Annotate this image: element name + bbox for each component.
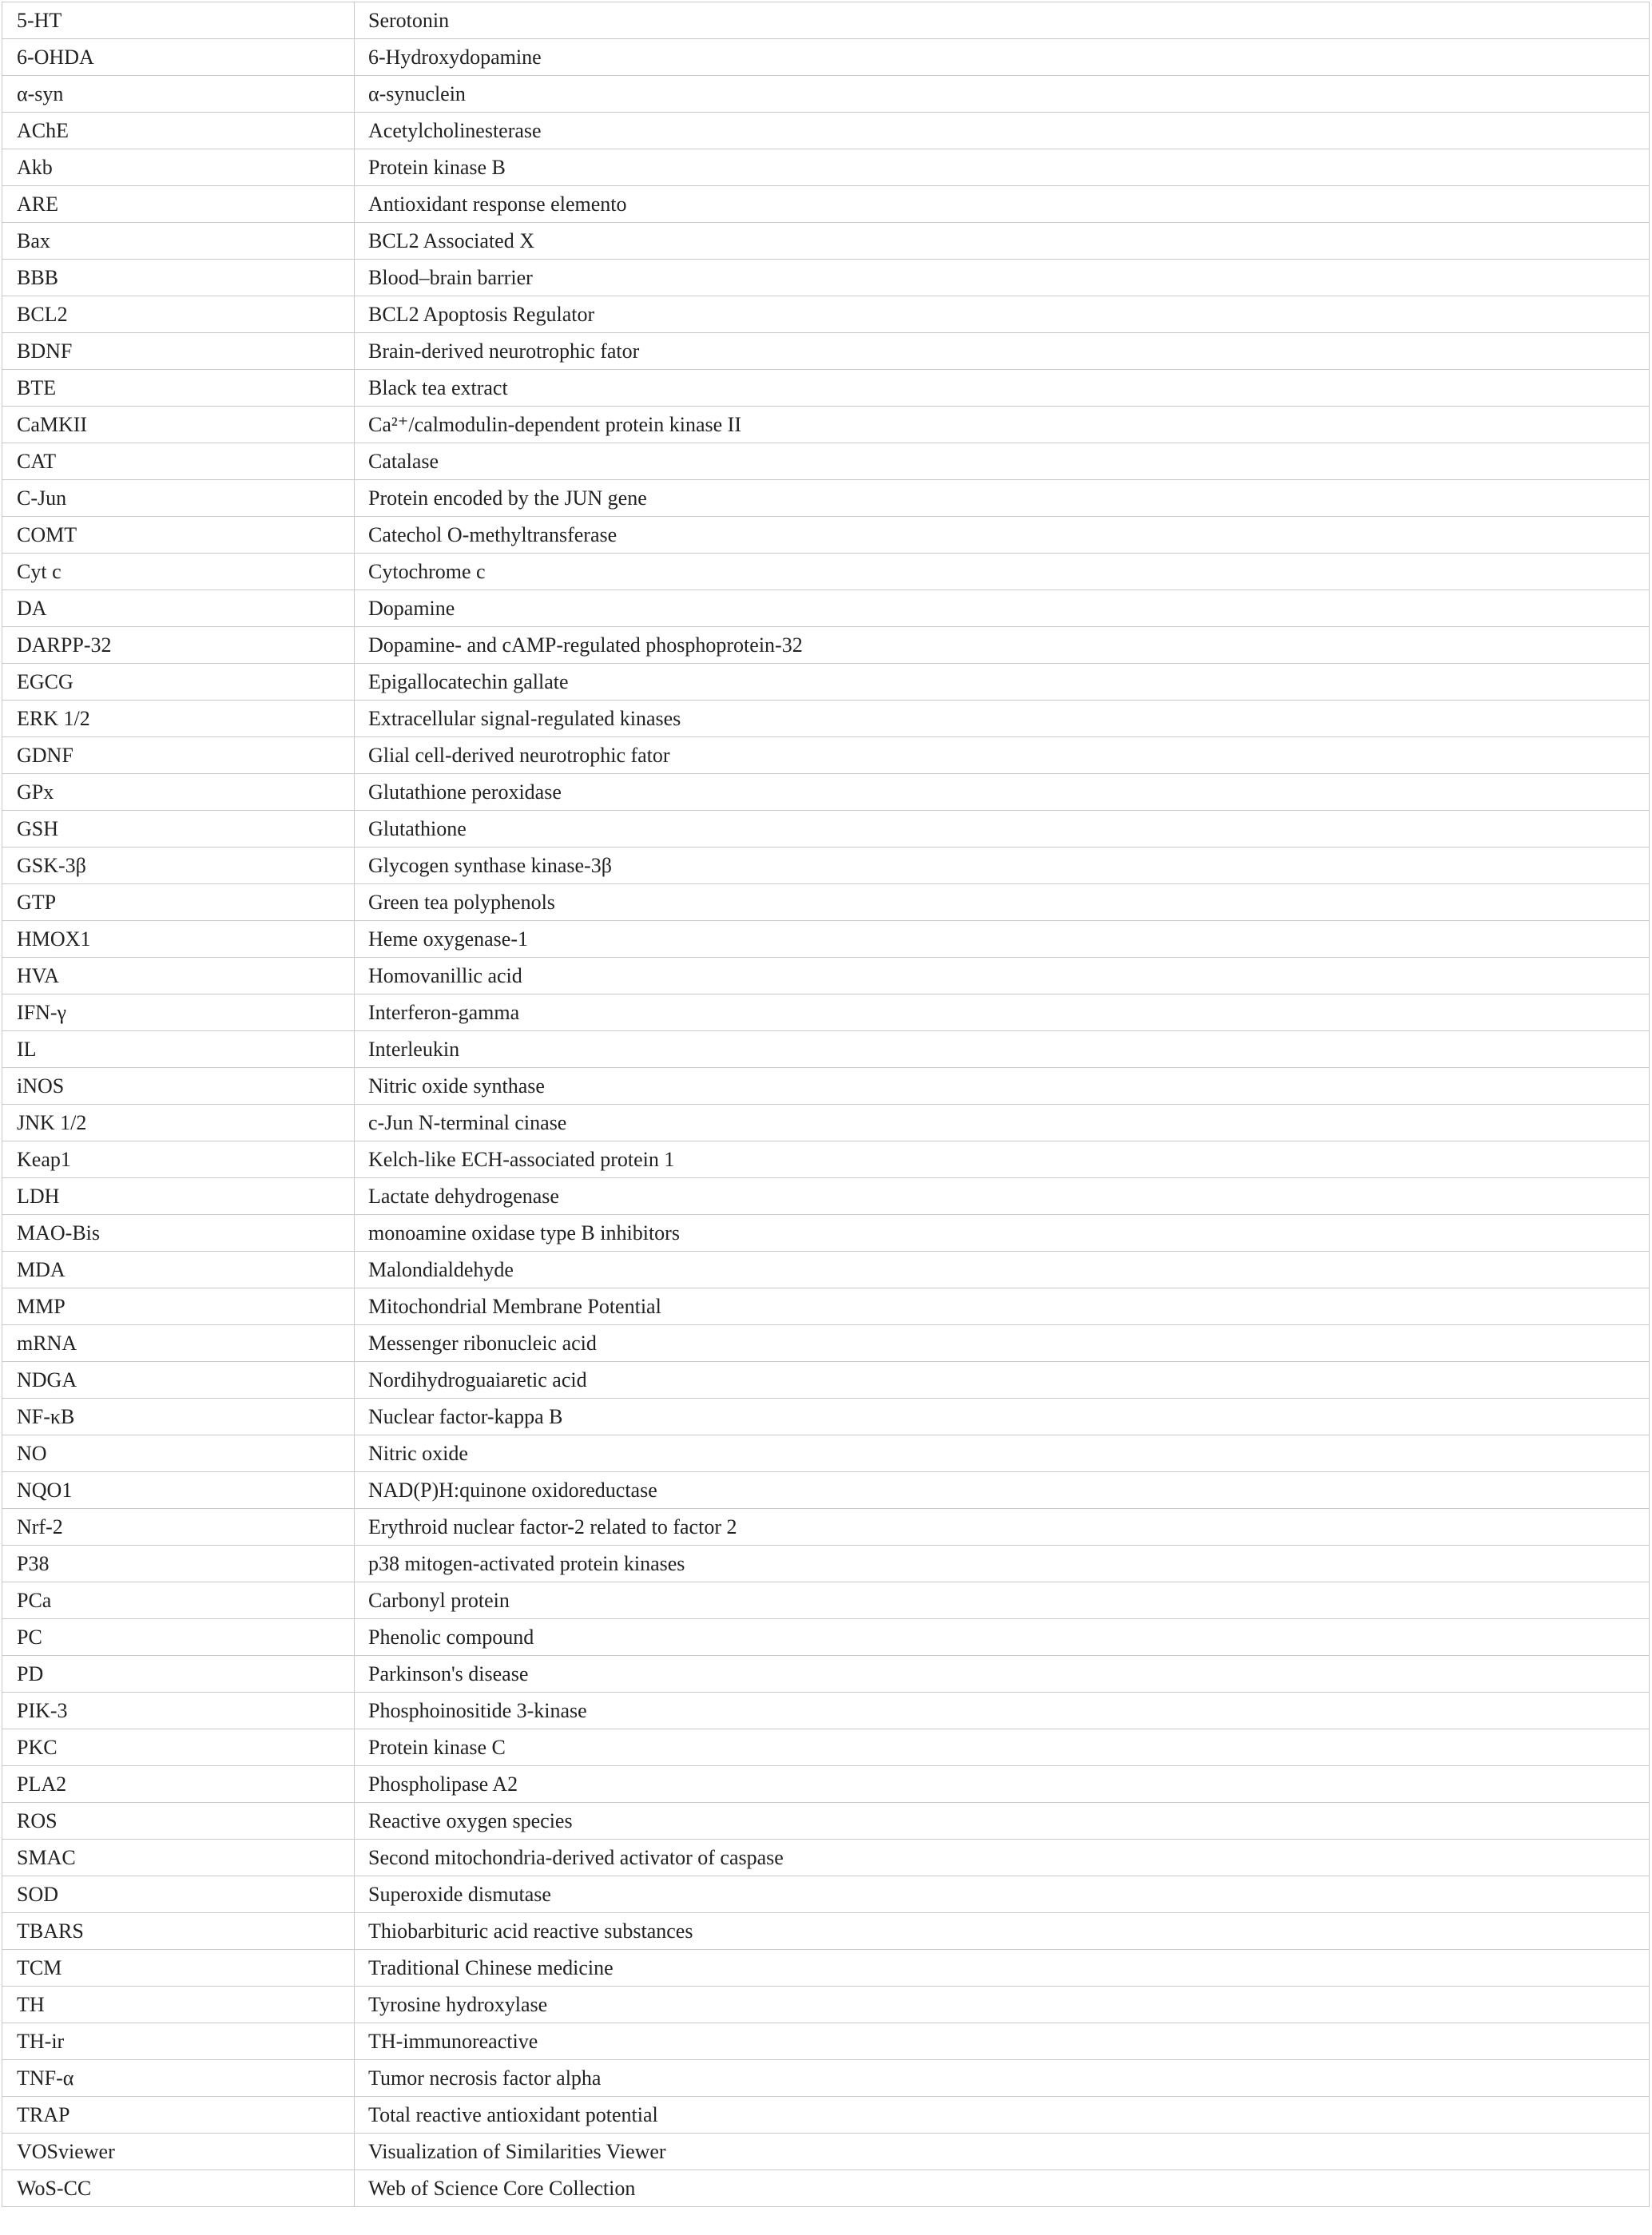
- table-row: [2, 1215, 1650, 1252]
- abbreviation-cell: iNOS: [2, 1068, 355, 1105]
- table-row: [2, 1766, 1650, 1803]
- abbreviation-cell: GDNF: [2, 737, 355, 774]
- table-row: [2, 848, 1650, 884]
- definition-cell: Glutathione peroxidase: [355, 774, 1650, 811]
- table-row: [2, 149, 1650, 186]
- abbreviation-cell: GPx: [2, 774, 355, 811]
- table-row: [2, 884, 1650, 921]
- definition-cell: Glial cell-derived neurotrophic fator: [355, 737, 1650, 774]
- table-row: [2, 1472, 1650, 1509]
- table-row: [2, 554, 1650, 590]
- abbreviation-cell: NDGA: [2, 1362, 355, 1399]
- table-row: [2, 921, 1650, 958]
- abbreviation-cell: TRAP: [2, 2097, 355, 2134]
- table-row: [2, 1252, 1650, 1288]
- abbreviation-cell: IL: [2, 1031, 355, 1068]
- abbreviation-cell: PKC: [2, 1729, 355, 1766]
- abbreviation-cell: VOSviewer: [2, 2134, 355, 2170]
- definition-cell: Mitochondrial Membrane Potential: [355, 1288, 1650, 1325]
- abbreviation-cell: EGCG: [2, 664, 355, 701]
- table-row: [2, 113, 1650, 149]
- table-row: [2, 1399, 1650, 1435]
- definition-cell: Catechol O-methyltransferase: [355, 517, 1650, 554]
- definition-cell: Reactive oxygen species: [355, 1803, 1650, 1840]
- table-row: [2, 1950, 1650, 1987]
- definition-cell: Kelch-like ECH-associated protein 1: [355, 1141, 1650, 1178]
- table-row: [2, 664, 1650, 701]
- abbreviation-cell: GSH: [2, 811, 355, 848]
- table-row: [2, 774, 1650, 811]
- table-row: [2, 2023, 1650, 2060]
- definition-cell: Homovanillic acid: [355, 958, 1650, 994]
- table-row: [2, 1141, 1650, 1178]
- table-row: [2, 1987, 1650, 2023]
- definition-cell: Carbonyl protein: [355, 1582, 1650, 1619]
- table-row: [2, 627, 1650, 664]
- abbreviation-cell: 6-OHDA: [2, 39, 355, 76]
- table-row: [2, 701, 1650, 737]
- table-row: [2, 1105, 1650, 1141]
- definition-cell: c-Jun N-terminal cinase: [355, 1105, 1650, 1141]
- abbreviation-cell: TBARS: [2, 1913, 355, 1950]
- definition-cell: monoamine oxidase type B inhibitors: [355, 1215, 1650, 1252]
- table-row: [2, 1546, 1650, 1582]
- table-row: [2, 737, 1650, 774]
- table-row: [2, 1435, 1650, 1472]
- table-row: [2, 1178, 1650, 1215]
- definition-cell: Black tea extract: [355, 370, 1650, 407]
- table-row: [2, 39, 1650, 76]
- definition-cell: Lactate dehydrogenase: [355, 1178, 1650, 1215]
- table-row: [2, 2060, 1650, 2097]
- definition-cell: Nitric oxide synthase: [355, 1068, 1650, 1105]
- definition-cell: Nitric oxide: [355, 1435, 1650, 1472]
- abbreviations-table: [2, 2, 1650, 2207]
- definition-cell: BCL2 Apoptosis Regulator: [355, 296, 1650, 333]
- abbreviation-cell: α-syn: [2, 76, 355, 113]
- table-row: [2, 407, 1650, 443]
- abbreviation-cell: PLA2: [2, 1766, 355, 1803]
- abbreviation-cell: TH: [2, 1987, 355, 2023]
- definition-cell: Malondialdehyde: [355, 1252, 1650, 1288]
- definition-cell: Erythroid nuclear factor-2 related to factor 2: [355, 1509, 1650, 1546]
- abbreviation-cell: JNK 1/2: [2, 1105, 355, 1141]
- abbreviation-cell: Bax: [2, 223, 355, 260]
- abbreviation-cell: AChE: [2, 113, 355, 149]
- abbreviation-cell: ERK 1/2: [2, 701, 355, 737]
- abbreviation-cell: BTE: [2, 370, 355, 407]
- definition-cell: Glycogen synthase kinase-3β: [355, 848, 1650, 884]
- definition-cell: 6-Hydroxydopamine: [355, 39, 1650, 76]
- definition-cell: BCL2 Associated X: [355, 223, 1650, 260]
- definition-cell: Heme oxygenase-1: [355, 921, 1650, 958]
- definition-cell: Serotonin: [355, 2, 1650, 39]
- abbreviation-cell: DA: [2, 590, 355, 627]
- table-row: [2, 811, 1650, 848]
- table-row: [2, 1656, 1650, 1693]
- abbreviation-cell: NQO1: [2, 1472, 355, 1509]
- definition-cell: Protein kinase B: [355, 149, 1650, 186]
- table-row: [2, 590, 1650, 627]
- definition-cell: TH-immunoreactive: [355, 2023, 1650, 2060]
- abbreviation-cell: BDNF: [2, 333, 355, 370]
- abbreviation-cell: COMT: [2, 517, 355, 554]
- abbreviation-cell: NF-κB: [2, 1399, 355, 1435]
- abbreviation-cell: Keap1: [2, 1141, 355, 1178]
- abbreviation-cell: DARPP-32: [2, 627, 355, 664]
- definition-cell: Tumor necrosis factor alpha: [355, 2060, 1650, 2097]
- abbreviation-cell: PD: [2, 1656, 355, 1693]
- definition-cell: Superoxide dismutase: [355, 1876, 1650, 1913]
- abbreviation-cell: TNF-α: [2, 2060, 355, 2097]
- definition-cell: Second mitochondria-derived activator of caspase: [355, 1840, 1650, 1876]
- definition-cell: Nuclear factor-kappa B: [355, 1399, 1650, 1435]
- table-row: [2, 1840, 1650, 1876]
- table-row: [2, 260, 1650, 296]
- definition-cell: Brain-derived neurotrophic fator: [355, 333, 1650, 370]
- definition-cell: Cytochrome c: [355, 554, 1650, 590]
- table-row: [2, 1913, 1650, 1950]
- abbreviation-cell: P38: [2, 1546, 355, 1582]
- definition-cell: Epigallocatechin gallate: [355, 664, 1650, 701]
- abbreviation-cell: MMP: [2, 1288, 355, 1325]
- definition-cell: Nordihydroguaiaretic acid: [355, 1362, 1650, 1399]
- abbreviation-cell: HMOX1: [2, 921, 355, 958]
- table-row: [2, 1582, 1650, 1619]
- definition-cell: Protein encoded by the JUN gene: [355, 480, 1650, 517]
- table-row: [2, 2170, 1650, 2207]
- table-row: [2, 1619, 1650, 1656]
- definition-cell: Phospholipase A2: [355, 1766, 1650, 1803]
- table-row: [2, 1693, 1650, 1729]
- definition-cell: Antioxidant response elemento: [355, 186, 1650, 223]
- abbreviation-cell: TH-ir: [2, 2023, 355, 2060]
- table-row: [2, 2097, 1650, 2134]
- table-row: [2, 994, 1650, 1031]
- abbreviation-cell: mRNA: [2, 1325, 355, 1362]
- abbreviation-cell: MDA: [2, 1252, 355, 1288]
- abbreviations-table-body: [2, 2, 1650, 2207]
- definition-cell: Web of Science Core Collection: [355, 2170, 1650, 2207]
- table-row: [2, 1362, 1650, 1399]
- definition-cell: Interferon-gamma: [355, 994, 1650, 1031]
- abbreviation-cell: ARE: [2, 186, 355, 223]
- abbreviation-cell: MAO-Bis: [2, 1215, 355, 1252]
- abbreviation-cell: TCM: [2, 1950, 355, 1987]
- abbreviation-cell: Cyt c: [2, 554, 355, 590]
- abbreviation-cell: PCa: [2, 1582, 355, 1619]
- table-row: [2, 1803, 1650, 1840]
- definition-cell: Thiobarbituric acid reactive substances: [355, 1913, 1650, 1950]
- definition-cell: Protein kinase C: [355, 1729, 1650, 1766]
- definition-cell: Visualization of Similarities Viewer: [355, 2134, 1650, 2170]
- definition-cell: Tyrosine hydroxylase: [355, 1987, 1650, 2023]
- definition-cell: α-synuclein: [355, 76, 1650, 113]
- table-row: [2, 1288, 1650, 1325]
- definition-cell: Green tea polyphenols: [355, 884, 1650, 921]
- definition-cell: Extracellular signal-regulated kinases: [355, 701, 1650, 737]
- table-row: [2, 333, 1650, 370]
- abbreviation-cell: Akb: [2, 149, 355, 186]
- abbreviation-cell: NO: [2, 1435, 355, 1472]
- table-row: [2, 480, 1650, 517]
- abbreviation-cell: Nrf-2: [2, 1509, 355, 1546]
- definition-cell: Parkinson's disease: [355, 1656, 1650, 1693]
- abbreviation-cell: GSK-3β: [2, 848, 355, 884]
- table-row: [2, 370, 1650, 407]
- table-row: [2, 1031, 1650, 1068]
- table-row: [2, 2134, 1650, 2170]
- definition-cell: p38 mitogen-activated protein kinases: [355, 1546, 1650, 1582]
- abbreviation-cell: ROS: [2, 1803, 355, 1840]
- definition-cell: Glutathione: [355, 811, 1650, 848]
- definition-cell: Acetylcholinesterase: [355, 113, 1650, 149]
- abbreviation-cell: CaMKII: [2, 407, 355, 443]
- definition-cell: Phenolic compound: [355, 1619, 1650, 1656]
- definition-cell: Total reactive antioxidant potential: [355, 2097, 1650, 2134]
- table-row: [2, 1325, 1650, 1362]
- abbreviation-cell: IFN-γ: [2, 994, 355, 1031]
- abbreviation-cell: LDH: [2, 1178, 355, 1215]
- table-row: [2, 1729, 1650, 1766]
- table-row: [2, 296, 1650, 333]
- definition-cell: NAD(P)H:quinone oxidoreductase: [355, 1472, 1650, 1509]
- abbreviation-cell: PC: [2, 1619, 355, 1656]
- abbreviation-cell: SOD: [2, 1876, 355, 1913]
- table-row: [2, 186, 1650, 223]
- table-row: [2, 958, 1650, 994]
- table-row: [2, 517, 1650, 554]
- table-row: [2, 2, 1650, 39]
- table-row: [2, 1068, 1650, 1105]
- definition-cell: Catalase: [355, 443, 1650, 480]
- definition-cell: Dopamine- and cAMP-regulated phosphoprotein-32: [355, 627, 1650, 664]
- abbreviation-cell: HVA: [2, 958, 355, 994]
- definition-cell: Traditional Chinese medicine: [355, 1950, 1650, 1987]
- table-row: [2, 443, 1650, 480]
- definition-cell: Interleukin: [355, 1031, 1650, 1068]
- abbreviation-cell: C-Jun: [2, 480, 355, 517]
- table-row: [2, 76, 1650, 113]
- definition-cell: Blood–brain barrier: [355, 260, 1650, 296]
- abbreviation-cell: WoS-CC: [2, 2170, 355, 2207]
- definition-cell: Dopamine: [355, 590, 1650, 627]
- table-row: [2, 1509, 1650, 1546]
- table-row: [2, 1876, 1650, 1913]
- abbreviation-cell: BCL2: [2, 296, 355, 333]
- definition-cell: Phosphoinositide 3-kinase: [355, 1693, 1650, 1729]
- abbreviation-cell: GTP: [2, 884, 355, 921]
- abbreviation-cell: SMAC: [2, 1840, 355, 1876]
- abbreviation-cell: BBB: [2, 260, 355, 296]
- abbreviation-cell: 5-HT: [2, 2, 355, 39]
- table-row: [2, 223, 1650, 260]
- definition-cell: Messenger ribonucleic acid: [355, 1325, 1650, 1362]
- abbreviation-cell: PIK-3: [2, 1693, 355, 1729]
- abbreviation-cell: CAT: [2, 443, 355, 480]
- definition-cell: Ca²⁺/calmodulin-dependent protein kinase II: [355, 407, 1650, 443]
